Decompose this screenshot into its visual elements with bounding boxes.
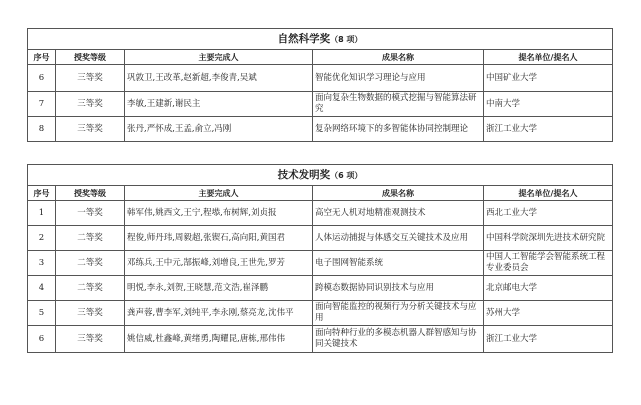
tech-title-cell [28,165,613,186]
header-no: 序号 [28,50,56,65]
cell-level: 三等奖 [56,65,125,92]
cell-unit: 中南大学 [484,92,613,117]
header-people: 主要完成人 [125,186,313,201]
cell-unit: 北京邮电大学 [484,276,613,301]
cell-name: 跨模态数据协同识别技术与应用 [313,276,484,301]
cell-people: 程俊,师丹玮,周毅超,张锲石,高向阳,黄国君 [125,226,313,251]
cell-name: 面向复杂生物数据的模式挖掘与智能算法研究 [313,92,484,117]
header-people: 主要完成人 [125,50,313,65]
header-no: 序号 [28,186,56,201]
cell-level: 三等奖 [56,301,125,326]
cell-name: 面向智能监控的视频行为分析关键技术与应用 [313,301,484,326]
natural-count: （8 项） [330,34,363,44]
cell-level: 三等奖 [56,92,125,117]
table-row [28,276,613,301]
cell-unit: 苏州大学 [484,301,613,326]
table-row [28,251,613,276]
cell-no: 2 [28,226,56,251]
header-unit: 提名单位/提名人 [484,50,613,65]
cell-unit: 中国矿业大学 [484,65,613,92]
cell-level: 二等奖 [56,276,125,301]
cell-people: 龚声蓉,曹李军,刘纯平,李永刚,蔡亮龙,沈伟平 [125,301,313,326]
tech-title: 技术发明奖 [277,168,331,181]
header-unit: 提名单位/提名人 [484,186,613,201]
cell-name: 人体运动捕捉与体感交互关键技术及应用 [313,226,484,251]
cell-level: 一等奖 [56,201,125,226]
table-row [28,301,613,326]
natural-header-row [28,50,613,65]
header-name: 成果名称 [313,186,484,201]
cell-people: 邓练兵,王中元,郜振峰,刘增良,王世先,罗芳 [125,251,313,276]
natural-title: 自然科学奖 [277,32,331,45]
tech-title-row [28,165,613,186]
cell-no: 5 [28,301,56,326]
cell-unit: 中国科学院深圳先进技术研究院 [484,226,613,251]
cell-no: 4 [28,276,56,301]
table-row [28,201,613,226]
cell-people: 韩军伟,姚西文,王宁,程塨,布树辉,刘贞报 [125,201,313,226]
cell-level: 三等奖 [56,117,125,142]
cell-no: 8 [28,117,56,142]
cell-name: 面向特种行业的多模态机器人群智感知与协同关键技术 [313,326,484,353]
header-level: 授奖等级 [56,186,125,201]
cell-name: 电子围网智能系统 [313,251,484,276]
cell-level: 二等奖 [56,226,125,251]
cell-people: 巩敦卫,王改革,赵新超,李俊青,吴斌 [125,65,313,92]
table-row [28,226,613,251]
table-row [28,117,613,142]
cell-people: 姚信威,杜鑫峰,黄绪勇,陶耀昆,唐栋,邢伟伟 [125,326,313,353]
cell-no: 6 [28,65,56,92]
cell-people: 李敏,王建新,谢民主 [125,92,313,117]
table-row [28,92,613,117]
header-level: 授奖等级 [56,50,125,65]
cell-unit: 中国人工智能学会智能系统工程专业委员会 [484,251,613,276]
natural-title-row [28,29,613,50]
cell-unit: 浙江工业大学 [484,326,613,353]
cell-name: 高空无人机对地精准观测技术 [313,201,484,226]
cell-unit: 西北工业大学 [484,201,613,226]
cell-people: 明悦,李永,刘贺,王晓慧,范文浩,崔泽鹏 [125,276,313,301]
cell-no: 1 [28,201,56,226]
natural-science-award-table [27,28,613,142]
tech-header-row [28,186,613,201]
cell-no: 6 [28,326,56,353]
cell-level: 二等奖 [56,251,125,276]
table-row [28,65,613,92]
cell-unit: 浙江工业大学 [484,117,613,142]
header-name: 成果名称 [313,50,484,65]
cell-people: 张丹,严怀成,王孟,俞立,冯刚 [125,117,313,142]
cell-name: 智能优化知识学习理论与应用 [313,65,484,92]
cell-no: 7 [28,92,56,117]
tech-count: （6 项） [330,170,363,180]
natural-title-cell [28,29,613,50]
cell-name: 复杂网络环境下的多智能体协同控制理论 [313,117,484,142]
cell-no: 3 [28,251,56,276]
table-row [28,326,613,353]
technical-invention-award-table [27,164,613,353]
cell-level: 三等奖 [56,326,125,353]
